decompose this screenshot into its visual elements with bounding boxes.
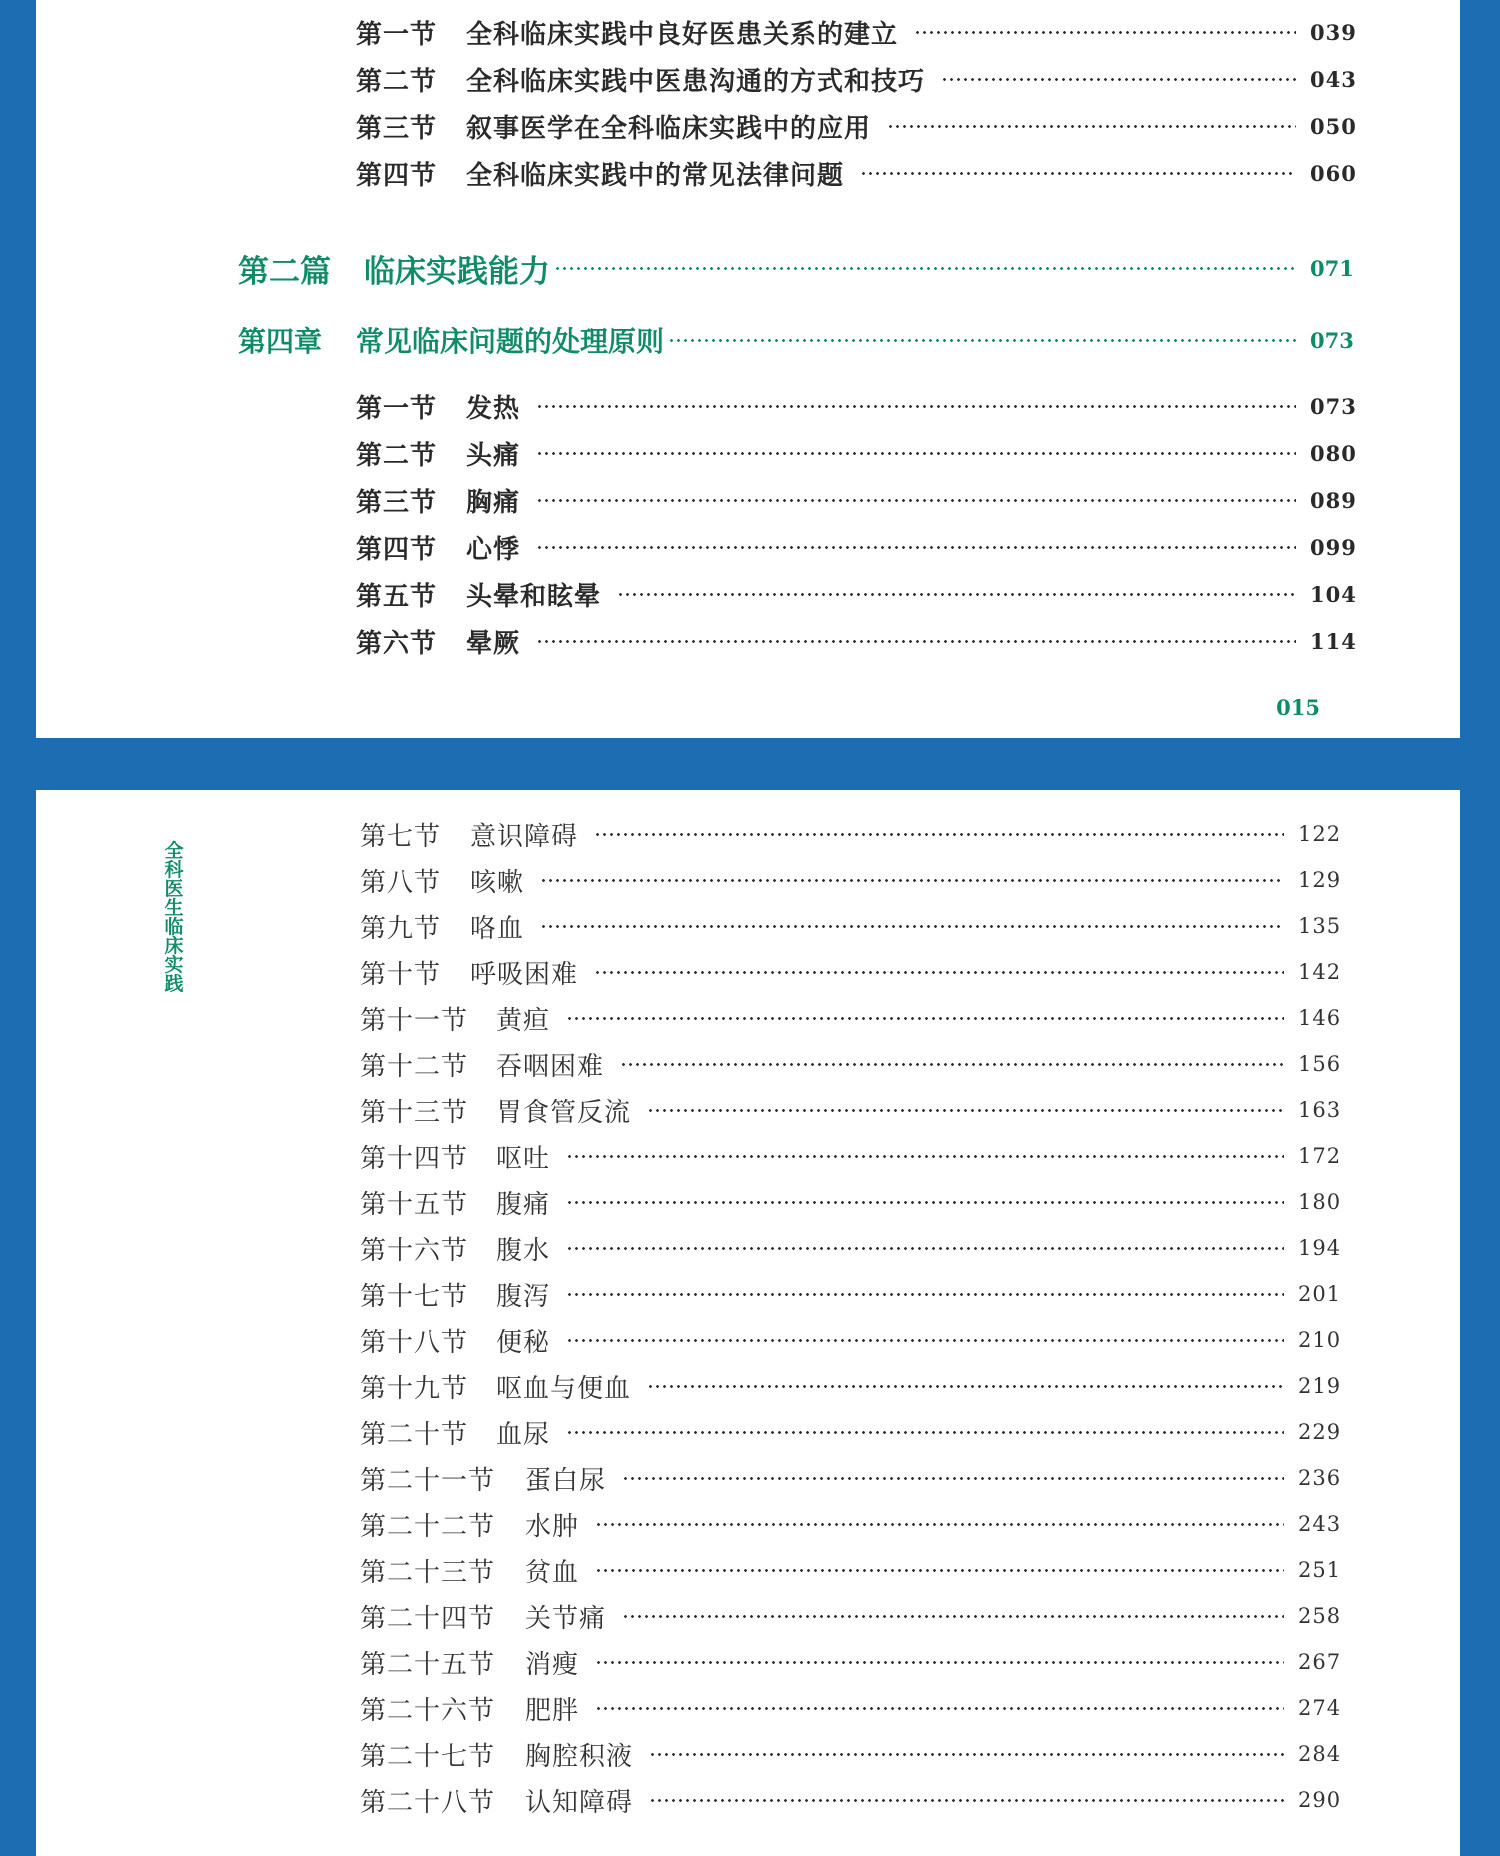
- leader-dots: [620, 1063, 1284, 1066]
- section-number: 第六节: [356, 628, 438, 659]
- section-title: 呕吐: [496, 1143, 551, 1174]
- page-folio: 015: [1276, 695, 1320, 720]
- page-number: 156: [1298, 1052, 1342, 1076]
- toc-entry: [360, 998, 1342, 1038]
- section-title: 晕厥: [466, 628, 521, 659]
- section-number: 第十四节: [360, 1143, 469, 1174]
- leader-dots: [595, 1569, 1284, 1572]
- section-title: 发热: [466, 393, 521, 424]
- running-head: 全科医生临床实践: [164, 840, 184, 995]
- section-title: 全科临床实践中的常见法律问题: [466, 160, 845, 191]
- toc-entry: [360, 1734, 1342, 1774]
- leader-dots: [649, 1753, 1284, 1756]
- page-number: 194: [1298, 1236, 1342, 1260]
- leader-dots: [566, 1017, 1284, 1020]
- section-number: 第四节: [356, 160, 438, 191]
- section-title: 便秘: [496, 1327, 551, 1358]
- leader-dots: [536, 452, 1296, 455]
- leader-dots: [595, 1523, 1284, 1526]
- leader-dots: [887, 125, 1296, 128]
- page-number: 039: [1310, 19, 1357, 45]
- page-number: 172: [1298, 1144, 1342, 1168]
- page-number: 290: [1298, 1788, 1342, 1812]
- section-number: 第三节: [356, 487, 438, 518]
- section-title: 胸腔积液: [525, 1741, 634, 1772]
- section-title: 呼吸困难: [470, 959, 579, 990]
- section-title: 全科临床实践中良好医患关系的建立: [466, 19, 899, 50]
- page-number: 243: [1298, 1512, 1342, 1536]
- leader-dots: [617, 593, 1296, 596]
- leader-dots: [668, 339, 1296, 342]
- section-title: 叙事医学在全科临床实践中的应用: [466, 113, 872, 144]
- section-title: 血尿: [496, 1419, 551, 1450]
- leader-dots: [536, 405, 1296, 408]
- leader-dots: [540, 879, 1284, 882]
- section-title: 水肿: [525, 1511, 580, 1542]
- page-number: 122: [1298, 822, 1342, 846]
- page-number: 060: [1310, 160, 1357, 186]
- section-title: 咳嗽: [470, 867, 525, 898]
- leader-dots: [594, 833, 1284, 836]
- toc-entry: [360, 952, 1342, 992]
- section-number: 第二十五节: [360, 1649, 496, 1680]
- leader-dots: [647, 1385, 1284, 1388]
- toc-entry: [360, 1596, 1342, 1636]
- section-title: 咯血: [470, 913, 525, 944]
- part-number: 第二篇: [238, 253, 331, 290]
- toc-entry: [356, 480, 1357, 520]
- section-title: 全科临床实践中医患沟通的方式和技巧: [466, 66, 926, 97]
- page-number: 114: [1310, 628, 1357, 654]
- section-title: 胃食管反流: [496, 1097, 632, 1128]
- toc-entry: [360, 1274, 1342, 1314]
- page-number: 251: [1298, 1558, 1342, 1582]
- leader-dots: [941, 78, 1296, 81]
- toc-entry: [360, 1412, 1342, 1452]
- section-number: 第二十二节: [360, 1511, 496, 1542]
- section-title: 蛋白尿: [525, 1465, 607, 1496]
- toc-entry: [356, 574, 1357, 614]
- leader-dots: [554, 267, 1296, 270]
- section-number: 第十一节: [360, 1005, 469, 1036]
- section-number: 第二十八节: [360, 1787, 496, 1818]
- section-number: 第十九节: [360, 1373, 469, 1404]
- section-number: 第十节: [360, 959, 442, 990]
- section-number: 第八节: [360, 867, 442, 898]
- page-number: 267: [1298, 1650, 1342, 1674]
- section-number: 第十六节: [360, 1235, 469, 1266]
- section-number: 第十七节: [360, 1281, 469, 1312]
- toc-entry: [360, 1320, 1342, 1360]
- section-number: 第三节: [356, 113, 438, 144]
- section-number: 第二节: [356, 440, 438, 471]
- page-number: 129: [1298, 868, 1342, 892]
- page-number: 229: [1298, 1420, 1342, 1444]
- section-number: 第五节: [356, 581, 438, 612]
- page-number: 043: [1310, 66, 1357, 92]
- section-number: 第十五节: [360, 1189, 469, 1220]
- leader-dots: [594, 971, 1284, 974]
- page-number: 219: [1298, 1374, 1342, 1398]
- toc-entry: [360, 1550, 1342, 1590]
- leader-dots: [914, 31, 1296, 34]
- toc-page-lower: [36, 790, 1460, 1856]
- page-number: 099: [1310, 534, 1357, 560]
- chapter-title: 常见临床问题的处理原则: [356, 325, 665, 358]
- page-number: 146: [1298, 1006, 1342, 1030]
- toc-entry: [360, 1780, 1342, 1820]
- leader-dots: [566, 1293, 1284, 1296]
- section-number: 第二十六节: [360, 1695, 496, 1726]
- page-number: 163: [1298, 1098, 1342, 1122]
- leader-dots: [566, 1431, 1284, 1434]
- section-title: 黄疸: [496, 1005, 551, 1036]
- leader-dots: [595, 1661, 1284, 1664]
- page-number: 142: [1298, 960, 1342, 984]
- section-title: 认知障碍: [525, 1787, 634, 1818]
- page-number: 050: [1310, 113, 1357, 139]
- part-title: 临床实践能力: [364, 253, 550, 290]
- page-number: 201: [1298, 1282, 1342, 1306]
- section-title: 消瘦: [525, 1649, 580, 1680]
- section-number: 第十八节: [360, 1327, 469, 1358]
- leader-dots: [649, 1799, 1284, 1802]
- toc-entry: [360, 860, 1342, 900]
- section-number: 第七节: [360, 821, 442, 852]
- section-title: 意识障碍: [470, 821, 579, 852]
- chapter-number: 第四章: [238, 325, 323, 358]
- section-number: 第四节: [356, 534, 438, 565]
- section-number: 第二十七节: [360, 1741, 496, 1772]
- section-number: 第二十三节: [360, 1557, 496, 1588]
- leader-dots: [622, 1477, 1284, 1480]
- toc-entry: [360, 1366, 1342, 1406]
- page-number: 258: [1298, 1604, 1342, 1628]
- section-number: 第十二节: [360, 1051, 469, 1082]
- page-number: 180: [1298, 1190, 1342, 1214]
- section-title: 头痛: [466, 440, 521, 471]
- toc-entry: [360, 814, 1342, 854]
- section-title: 关节痛: [525, 1603, 607, 1634]
- toc-entry: [356, 59, 1357, 99]
- page-number: 089: [1310, 487, 1357, 513]
- leader-dots: [622, 1615, 1284, 1618]
- section-title: 吞咽困难: [496, 1051, 605, 1082]
- leader-dots: [860, 172, 1296, 175]
- toc-entry: [356, 621, 1357, 661]
- toc-page-upper: [36, 0, 1460, 738]
- toc-entry: [360, 906, 1342, 946]
- toc-entry: [360, 1090, 1342, 1130]
- toc-entry: [356, 433, 1357, 473]
- toc-entry: [360, 1688, 1342, 1728]
- section-number: 第二十节: [360, 1419, 469, 1450]
- section-title: 腹泻: [496, 1281, 551, 1312]
- section-number: 第二节: [356, 66, 438, 97]
- toc-entry: [360, 1044, 1342, 1084]
- section-title: 呕血与便血: [496, 1373, 632, 1404]
- toc-entry: [356, 527, 1357, 567]
- toc-entry: [356, 153, 1357, 193]
- section-number: 第十三节: [360, 1097, 469, 1128]
- toc-entry: [360, 1136, 1342, 1176]
- page-number: 210: [1298, 1328, 1342, 1352]
- leader-dots: [566, 1247, 1284, 1250]
- section-number: 第九节: [360, 913, 442, 944]
- page-number: 284: [1298, 1742, 1342, 1766]
- toc-entry: [356, 106, 1357, 146]
- page-number: 274: [1298, 1696, 1342, 1720]
- leader-dots: [595, 1707, 1284, 1710]
- section-title: 头晕和眩晕: [466, 581, 602, 612]
- leader-dots: [536, 546, 1296, 549]
- section-number: 第二十一节: [360, 1465, 496, 1496]
- toc-entry: [360, 1504, 1342, 1544]
- leader-dots: [566, 1339, 1284, 1342]
- leader-dots: [540, 925, 1284, 928]
- section-title: 心悸: [466, 534, 521, 565]
- toc-entry: [360, 1458, 1342, 1498]
- toc-entry: [356, 386, 1357, 426]
- section-number: 第一节: [356, 19, 438, 50]
- page-number: 073: [1310, 393, 1357, 419]
- leader-dots: [536, 640, 1296, 643]
- leader-dots: [566, 1155, 1284, 1158]
- toc-entry: [360, 1182, 1342, 1222]
- page-number: 073: [1310, 327, 1354, 353]
- section-title: 贫血: [525, 1557, 580, 1588]
- part-heading: [238, 245, 1354, 291]
- section-number: 第二十四节: [360, 1603, 496, 1634]
- section-title: 腹痛: [496, 1189, 551, 1220]
- chapter-heading: [238, 318, 1354, 362]
- section-title: 胸痛: [466, 487, 521, 518]
- section-number: 第一节: [356, 393, 438, 424]
- toc-entry: [356, 12, 1357, 52]
- page-number: 236: [1298, 1466, 1342, 1490]
- toc-entry: [360, 1228, 1342, 1268]
- leader-dots: [566, 1201, 1284, 1204]
- page-number: 080: [1310, 440, 1357, 466]
- leader-dots: [536, 499, 1296, 502]
- section-title: 腹水: [496, 1235, 551, 1266]
- page-number: 135: [1298, 914, 1342, 938]
- page-number: 071: [1310, 255, 1354, 281]
- leader-dots: [647, 1109, 1284, 1112]
- toc-entry: [360, 1642, 1342, 1682]
- page-number: 104: [1310, 581, 1357, 607]
- section-title: 肥胖: [525, 1695, 580, 1726]
